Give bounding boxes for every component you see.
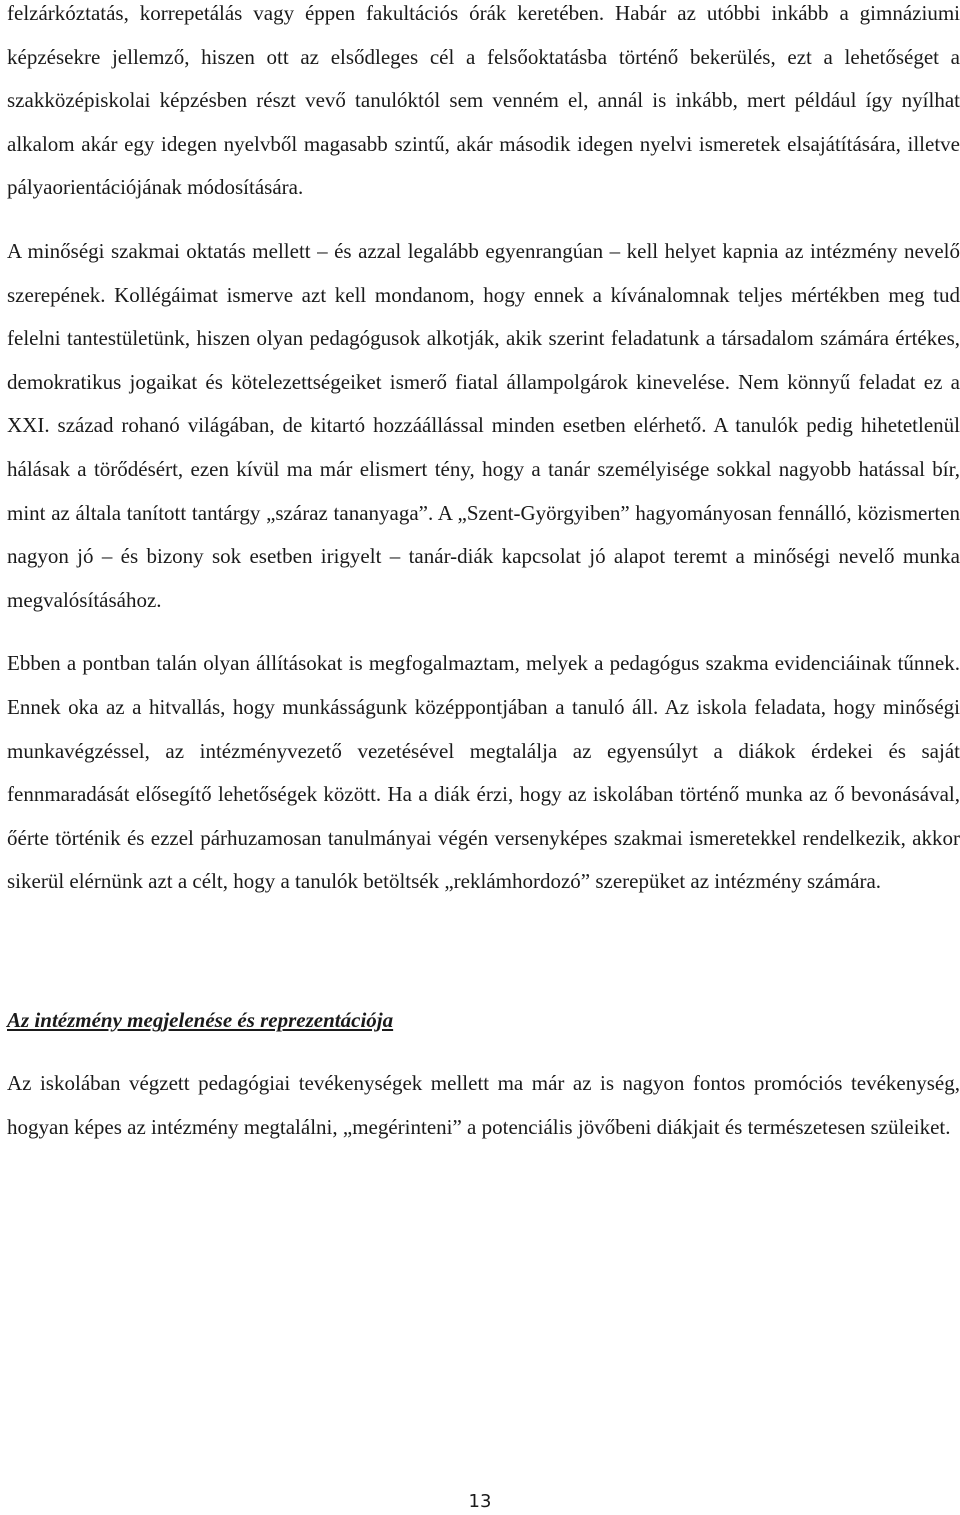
paragraph-1: felzárkóztatás, korrepetálás vagy éppen fakultációs órák keretében. Habár az utóbbi inkább a gimnáziumi képzésekre jellemző, hiszen ott az elsődleges cél a felsőoktatásba történő bekerülés, ezt a lehetőséget a szakközépiskolai képzésben részt vevő tanulóktól sem venném el, annál is inkább, mert például így nyílhat alkalom akár egy idegen nyelvből magasabb szintű, akár második idegen nyelvi ismeretek elsajátítására, illetve pályaorientációjának módosítására. xyxy=(7,1,960,200)
paragraph-3: Ebben a pontban talán olyan állításokat is megfogalmaztam, melyek a pedagógus szakma evidenciáinak tűnnek. Ennek oka az a hitvallás, hogy munkásságunk középpontjában a tanuló áll. Az iskola feladata, hogy minőségi munkavégzéssel, az intézményvezető vezetésével megtalálja az egyensúlyt a diákok érdekei és saját fennmaradását elősegítő lehetőségek között. Ha a diák érzi, hogy az iskolában történő munka az ő bevonásával, őérte történik és ezzel párhuzamosan tanulmányai végén versenyképes szakmai ismeretekkel rendelkezik, akkor sikerül elérnünk azt a célt, hogy a tanulók betöltsék „reklámhordozó” szerepüket az intézmény számára. xyxy=(7,651,960,894)
section-paragraph: Az iskolában végzett pedagógiai tevékenységek mellett ma már az is nagyon fontos promóciós tevékenység, hogyan képes az intézmény megtalálni, „megérinteni” a potenciális jövőbeni diákjait és természetesen szüleiket. xyxy=(7,1071,960,1140)
page-number: 13 xyxy=(468,1491,492,1512)
paragraph-2: A minőségi szakmai oktatás mellett – és azzal legalább egyenrangúan – kell helyet kapnia az intézmény nevelő szerepének. Kollégáimat ismerve azt kell mondanom, hogy ennek a kívánalomnak teljes mértékben meg tud felelni tantestületünk, hiszen olyan pedagógusok alkotják, akik szerint feladatunk a társadalom számára értékes, demokratikus jogaikat és kötelezettségeiket ismerő fiatal állampolgárok kinevelése. Nem könnyű feladat ez a XXI. század rohanó világában, de kitartó hozzáállással minden esetben elérhető. A tanulók pedig hihetetlenül hálásak a törődésért, ezen kívül ma már elismert tény, hogy a tanár személyisége sokkal nagyobb hatással bír, mint az általa tanított tantárgy „száraz tananyaga”. A „Szent-Györgyiben” hagyományosan fennálló, közismerten nagyon jó – és bizony sok esetben irigyelt – tanár-diák kapcsolat jó alapot teremt a minőségi nevelő munka megvalósításához. xyxy=(7,238,960,612)
document-page xyxy=(7,0,960,1150)
section-heading: Az intézmény megjelenése és reprezentációja xyxy=(7,1007,394,1032)
